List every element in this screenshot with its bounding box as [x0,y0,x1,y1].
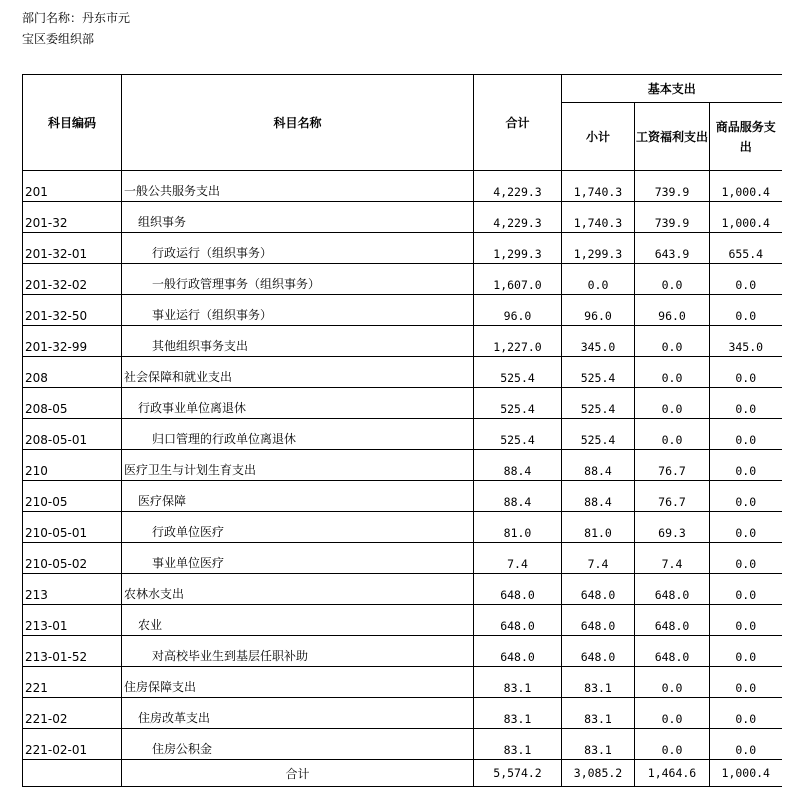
row-salary: 0.0 [635,357,710,388]
total-label: 合计 [122,760,474,787]
row-subtotal: 83.1 [562,729,635,760]
row-salary: 648.0 [635,574,710,605]
row-name: 事业单位医疗 [122,543,474,574]
table-row [23,171,782,202]
table-row [23,450,782,481]
total-row [23,760,782,787]
row-code: 201-32-01 [23,233,122,264]
row-salary: 0.0 [635,729,710,760]
header-subtotal: 小计 [562,103,635,171]
header-basic-expenditure: 基本支出 [562,75,782,103]
row-salary: 643.9 [635,233,710,264]
row-name: 农林水支出 [122,574,474,605]
row-total: 1,299.3 [474,233,562,264]
row-subtotal: 1,299.3 [562,233,635,264]
row-total: 648.0 [474,636,562,667]
row-goods: 0.0 [710,450,782,481]
row-total: 648.0 [474,574,562,605]
row-total: 88.4 [474,481,562,512]
table-row [23,233,782,264]
row-goods: 0.0 [710,481,782,512]
row-subtotal: 1,740.3 [562,171,635,202]
header-goods-services: 商品服务支出 [710,103,782,171]
row-code: 201-32-99 [23,326,122,357]
row-subtotal: 1,740.3 [562,202,635,233]
row-salary: 96.0 [635,295,710,326]
row-subtotal: 83.1 [562,698,635,729]
row-name: 医疗保障 [122,481,474,512]
row-name: 对高校毕业生到基层任职补助 [122,636,474,667]
row-goods: 0.0 [710,636,782,667]
table-body [23,171,782,760]
row-code: 208 [23,357,122,388]
budget-table [22,74,782,787]
row-subtotal: 648.0 [562,574,635,605]
row-total: 525.4 [474,357,562,388]
row-goods: 0.0 [710,512,782,543]
table-row [23,357,782,388]
row-code: 208-05 [23,388,122,419]
row-code: 213-01-52 [23,636,122,667]
row-code: 201-32-02 [23,264,122,295]
row-goods: 0.0 [710,295,782,326]
row-goods: 1,000.4 [710,171,782,202]
row-code: 210 [23,450,122,481]
table-row [23,667,782,698]
row-name: 归口管理的行政单位离退休 [122,419,474,450]
row-total: 7.4 [474,543,562,574]
row-salary: 0.0 [635,419,710,450]
row-salary: 69.3 [635,512,710,543]
row-subtotal: 345.0 [562,326,635,357]
row-subtotal: 525.4 [562,357,635,388]
row-subtotal: 648.0 [562,605,635,636]
table-row [23,605,782,636]
row-salary: 0.0 [635,667,710,698]
row-name: 住房公积金 [122,729,474,760]
table-row [23,326,782,357]
row-goods: 0.0 [710,264,782,295]
row-name: 行政运行（组织事务） [122,233,474,264]
row-salary: 0.0 [635,388,710,419]
row-salary: 648.0 [635,636,710,667]
row-goods: 0.0 [710,543,782,574]
row-code: 213 [23,574,122,605]
row-goods: 0.0 [710,357,782,388]
row-name: 住房改革支出 [122,698,474,729]
row-salary: 0.0 [635,264,710,295]
row-code: 210-05 [23,481,122,512]
row-goods: 0.0 [710,605,782,636]
row-name: 行政事业单位离退休 [122,388,474,419]
row-total: 81.0 [474,512,562,543]
row-code: 201-32 [23,202,122,233]
row-name: 一般公共服务支出 [122,171,474,202]
row-total: 648.0 [474,605,562,636]
row-subtotal: 648.0 [562,636,635,667]
row-goods: 0.0 [710,388,782,419]
row-code: 210-05-01 [23,512,122,543]
row-salary: 648.0 [635,605,710,636]
table-row [23,543,782,574]
row-subtotal: 83.1 [562,667,635,698]
row-code: 210-05-02 [23,543,122,574]
department-name: 部门名称：丹东市元宝区委组织部 [22,11,131,46]
total-goods: 1,000.4 [710,760,782,787]
row-code: 221-02 [23,698,122,729]
header-name: 科目名称 [122,75,474,171]
table-row [23,698,782,729]
row-goods: 1,000.4 [710,202,782,233]
total-code-cell [23,760,122,787]
row-total: 96.0 [474,295,562,326]
row-total: 525.4 [474,388,562,419]
row-goods: 345.0 [710,326,782,357]
row-total: 525.4 [474,419,562,450]
row-salary: 0.0 [635,698,710,729]
row-code: 221-02-01 [23,729,122,760]
row-subtotal: 7.4 [562,543,635,574]
table-row [23,202,782,233]
row-total: 83.1 [474,667,562,698]
table-row [23,729,782,760]
row-goods: 0.0 [710,729,782,760]
table-row [23,636,782,667]
row-total: 88.4 [474,450,562,481]
row-subtotal: 525.4 [562,388,635,419]
row-salary: 7.4 [635,543,710,574]
row-code: 201-32-50 [23,295,122,326]
row-name: 事业运行（组织事务） [122,295,474,326]
table-row [23,388,782,419]
row-code: 213-01 [23,605,122,636]
row-name: 一般行政管理事务（组织事务） [122,264,474,295]
table-row [23,419,782,450]
row-subtotal: 96.0 [562,295,635,326]
row-subtotal: 525.4 [562,419,635,450]
row-name: 其他组织事务支出 [122,326,474,357]
row-salary: 739.9 [635,171,710,202]
table-row [23,264,782,295]
row-total: 83.1 [474,729,562,760]
row-subtotal: 88.4 [562,481,635,512]
row-total: 1,227.0 [474,326,562,357]
row-total: 83.1 [474,698,562,729]
row-total: 4,229.3 [474,171,562,202]
row-goods: 655.4 [710,233,782,264]
row-salary: 76.7 [635,450,710,481]
row-salary: 0.0 [635,326,710,357]
header-salary: 工资福利支出 [635,103,710,171]
row-salary: 76.7 [635,481,710,512]
row-salary: 739.9 [635,202,710,233]
row-subtotal: 0.0 [562,264,635,295]
row-goods: 0.0 [710,667,782,698]
table-row [23,295,782,326]
header-total: 合计 [474,75,562,171]
row-name: 医疗卫生与计划生育支出 [122,450,474,481]
table-row [23,512,782,543]
row-goods: 0.0 [710,419,782,450]
total-subtotal: 3,085.2 [562,760,635,787]
row-goods: 0.0 [710,574,782,605]
total-amount: 5,574.2 [474,760,562,787]
row-total: 4,229.3 [474,202,562,233]
table-row [23,574,782,605]
row-name: 社会保障和就业支出 [122,357,474,388]
row-name: 行政单位医疗 [122,512,474,543]
row-code: 221 [23,667,122,698]
row-name: 农业 [122,605,474,636]
row-code: 201 [23,171,122,202]
total-salary: 1,464.6 [635,760,710,787]
row-code: 208-05-01 [23,419,122,450]
header-code: 科目编码 [23,75,122,171]
row-total: 1,607.0 [474,264,562,295]
row-subtotal: 88.4 [562,450,635,481]
row-name: 组织事务 [122,202,474,233]
row-goods: 0.0 [710,698,782,729]
row-subtotal: 81.0 [562,512,635,543]
row-name: 住房保障支出 [122,667,474,698]
table-row [23,481,782,512]
